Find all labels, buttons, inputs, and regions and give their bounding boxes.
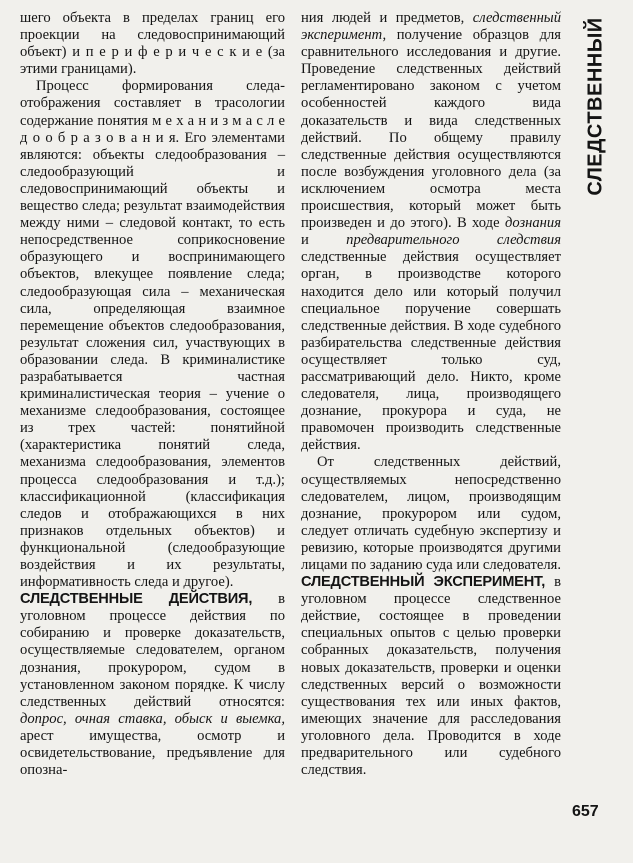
running-head-text: СЛЕДСТВЕННЫЙ <box>584 16 607 196</box>
entry-investigative-actions <box>20 591 285 779</box>
right-column <box>301 10 561 779</box>
entry-term-investigative-actions: СЛЕДСТВЕННЫЕ ДЕЙСТВИЯ, <box>20 591 253 608</box>
entry-text: в уголовном процессе следственное действие, состоящее в проведении специальных опытов с целью проверки собранных доказательств, получения новых доказательств, проверки и оценки следственных версий о возможности существования тех или иных фактов, имеющих значение для расследования уголовного дела. Проводится в ходе предварительного или судебного следствия. <box>301 574 562 779</box>
text-run: следственные действия осуществляет орган, в производстве которого находится дело или который получил специальное поручение совершать следственные действия. В ходе судебного разбирательства следственные действия осуществляет только суд, рассматривающий дело. Никто, кроме следователя, лица, производящего дознание, прокурора и суда, не правомочен производить следственные действия. <box>301 249 561 454</box>
page-number: 657 <box>572 803 599 820</box>
entry-term-investigative-experiment: СЛЕДСТВЕННЫЙ ЭКСПЕРИМЕНТ, <box>301 574 546 591</box>
entry-text-continued: арест имущества, осмотр и освидетельствование, предъявление для опозна- <box>20 727 285 779</box>
paragraph-expertise-distinction: От следственных действий, осуществляемых непосредственно следователем, лицом, производящим дознание, прокурором или судом, следует отличать судебную экспертизу и ревизию, которые производятся другими лицами по заданию суда или следователя. <box>301 454 561 573</box>
text-run: получение образцов для сравнительного исследования и другие. Проведение следственных действий регламентировано законом с учетом особенностей каждого вида доказательств и вида следственных действий. По общему правилу следственные действия осуществляются после возбуждения уголовного дела (за исключением осмотра места происшествия, который может быть произведен и до этого). В ходе <box>301 27 561 232</box>
running-head <box>576 12 616 200</box>
italic-term-experiment: следственный эксперимент, <box>301 10 561 44</box>
italic-term-preliminary-investigation: предварительного следствия <box>346 232 561 249</box>
text-run: ния людей и предметов, <box>301 10 473 26</box>
italic-term-inquiry: дознания <box>504 215 561 232</box>
entry-italic-terms: допрос, очная ставка, обыск и выемка, <box>20 710 285 727</box>
paragraph-actions-continued <box>301 10 561 454</box>
paragraph-trace-mechanism: Процесс формирования следа-отображения составляет в трасологии содержание понятия м е х а н и з м а с л е д о о б р а з о в а н и я. Его элементами являются: объекты следообразования – следообразующий и следовоспринимающий объекты и вещество следа; результат взаимодействия между ними – следовой контакт, то есть непосредственное соприкосновение образующего и воспринимающего объектов, влекущее появление следа; следообразующая сила – механическая сила, определяющая взаимное перемещение объектов следообразования, результат сложения сил, участвующих в образовании следа. В криминалистике разрабатывается частная криминалистическая теория – учение о механизме следообразования, состоящее из трех частей: понятийной (характеристика понятий следа, механизма следообразования, элементов процесса следообразования и т.д.); классификационной (классификация следов и отображающихся в них признаков отдельных объектов) и функциональной (следообразующие воздействия и их результаты, информативность следа и другое). <box>20 78 285 591</box>
entry-investigative-experiment <box>301 574 561 779</box>
text-run: и <box>301 232 347 249</box>
entry-text: в уголовном процессе действия по собиранию и проверке доказательств, осуществляемые следователем, органом дознания, прокурором, судом в установленном законом порядке. К числу следственных действий относятся: <box>20 591 285 710</box>
paragraph-periphery: шего объекта в пределах границ его проекции на следовоспринимающий объект) и п е р и ф е р и ч е с к и е (за этими границами). <box>20 10 285 78</box>
left-column <box>20 10 285 779</box>
